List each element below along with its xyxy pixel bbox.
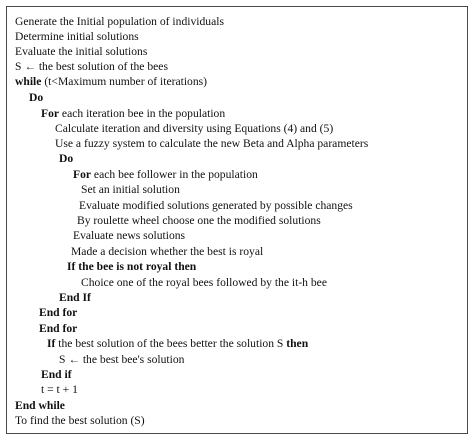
algorithm-line: Generate the Initial population of individuals	[15, 15, 224, 28]
algorithm-line: Evaluate modified solutions generated by possible changes	[79, 199, 353, 212]
algorithm-line: For each iteration bee in the population	[41, 107, 226, 120]
algorithm-line: Use a fuzzy system to calculate the new Beta and Alpha parameters	[55, 137, 369, 150]
algorithm-line: Determine initial solutions	[15, 30, 139, 43]
algorithm-line: End for	[39, 306, 78, 319]
algorithm-line: Evaluate the initial solutions	[15, 45, 148, 58]
algorithm-line: By roulette wheel choose one the modified solutions	[77, 214, 321, 227]
algorithm-line: For each bee follower in the population	[73, 168, 258, 181]
algorithm-line: If the bee is not royal then	[67, 260, 197, 273]
algorithm-line: Set an initial solution	[81, 183, 180, 196]
algorithm-line: Do	[29, 91, 44, 104]
algorithm-line: while (t<Maximum number of iterations)	[15, 75, 208, 88]
algorithm-line: End if	[41, 368, 72, 381]
algorithm-line: t = t + 1	[41, 383, 78, 396]
algorithm-line: End for	[39, 322, 78, 335]
algorithm-line: End while	[15, 399, 65, 412]
algorithm-line: To find the best solution (S)	[15, 414, 145, 427]
algorithm-line: If the best solution of the bees better the solution S then	[47, 337, 309, 350]
algorithm-box	[6, 6, 468, 434]
algorithm-line: Made a decision whether the best is royal	[71, 245, 264, 258]
algorithm-line: S ← the best bee's solution	[59, 353, 185, 366]
algorithm-line: Calculate iteration and diversity using Equations (4) and (5)	[55, 122, 334, 135]
algorithm-line: Do	[59, 152, 74, 165]
algorithm-line: S ← the best solution of the bees	[15, 60, 168, 73]
algorithm-line: Choice one of the royal bees followed by the it-h bee	[81, 276, 327, 289]
algorithm-line: End If	[59, 291, 91, 304]
algorithm-line: Evaluate news solutions	[73, 229, 186, 242]
